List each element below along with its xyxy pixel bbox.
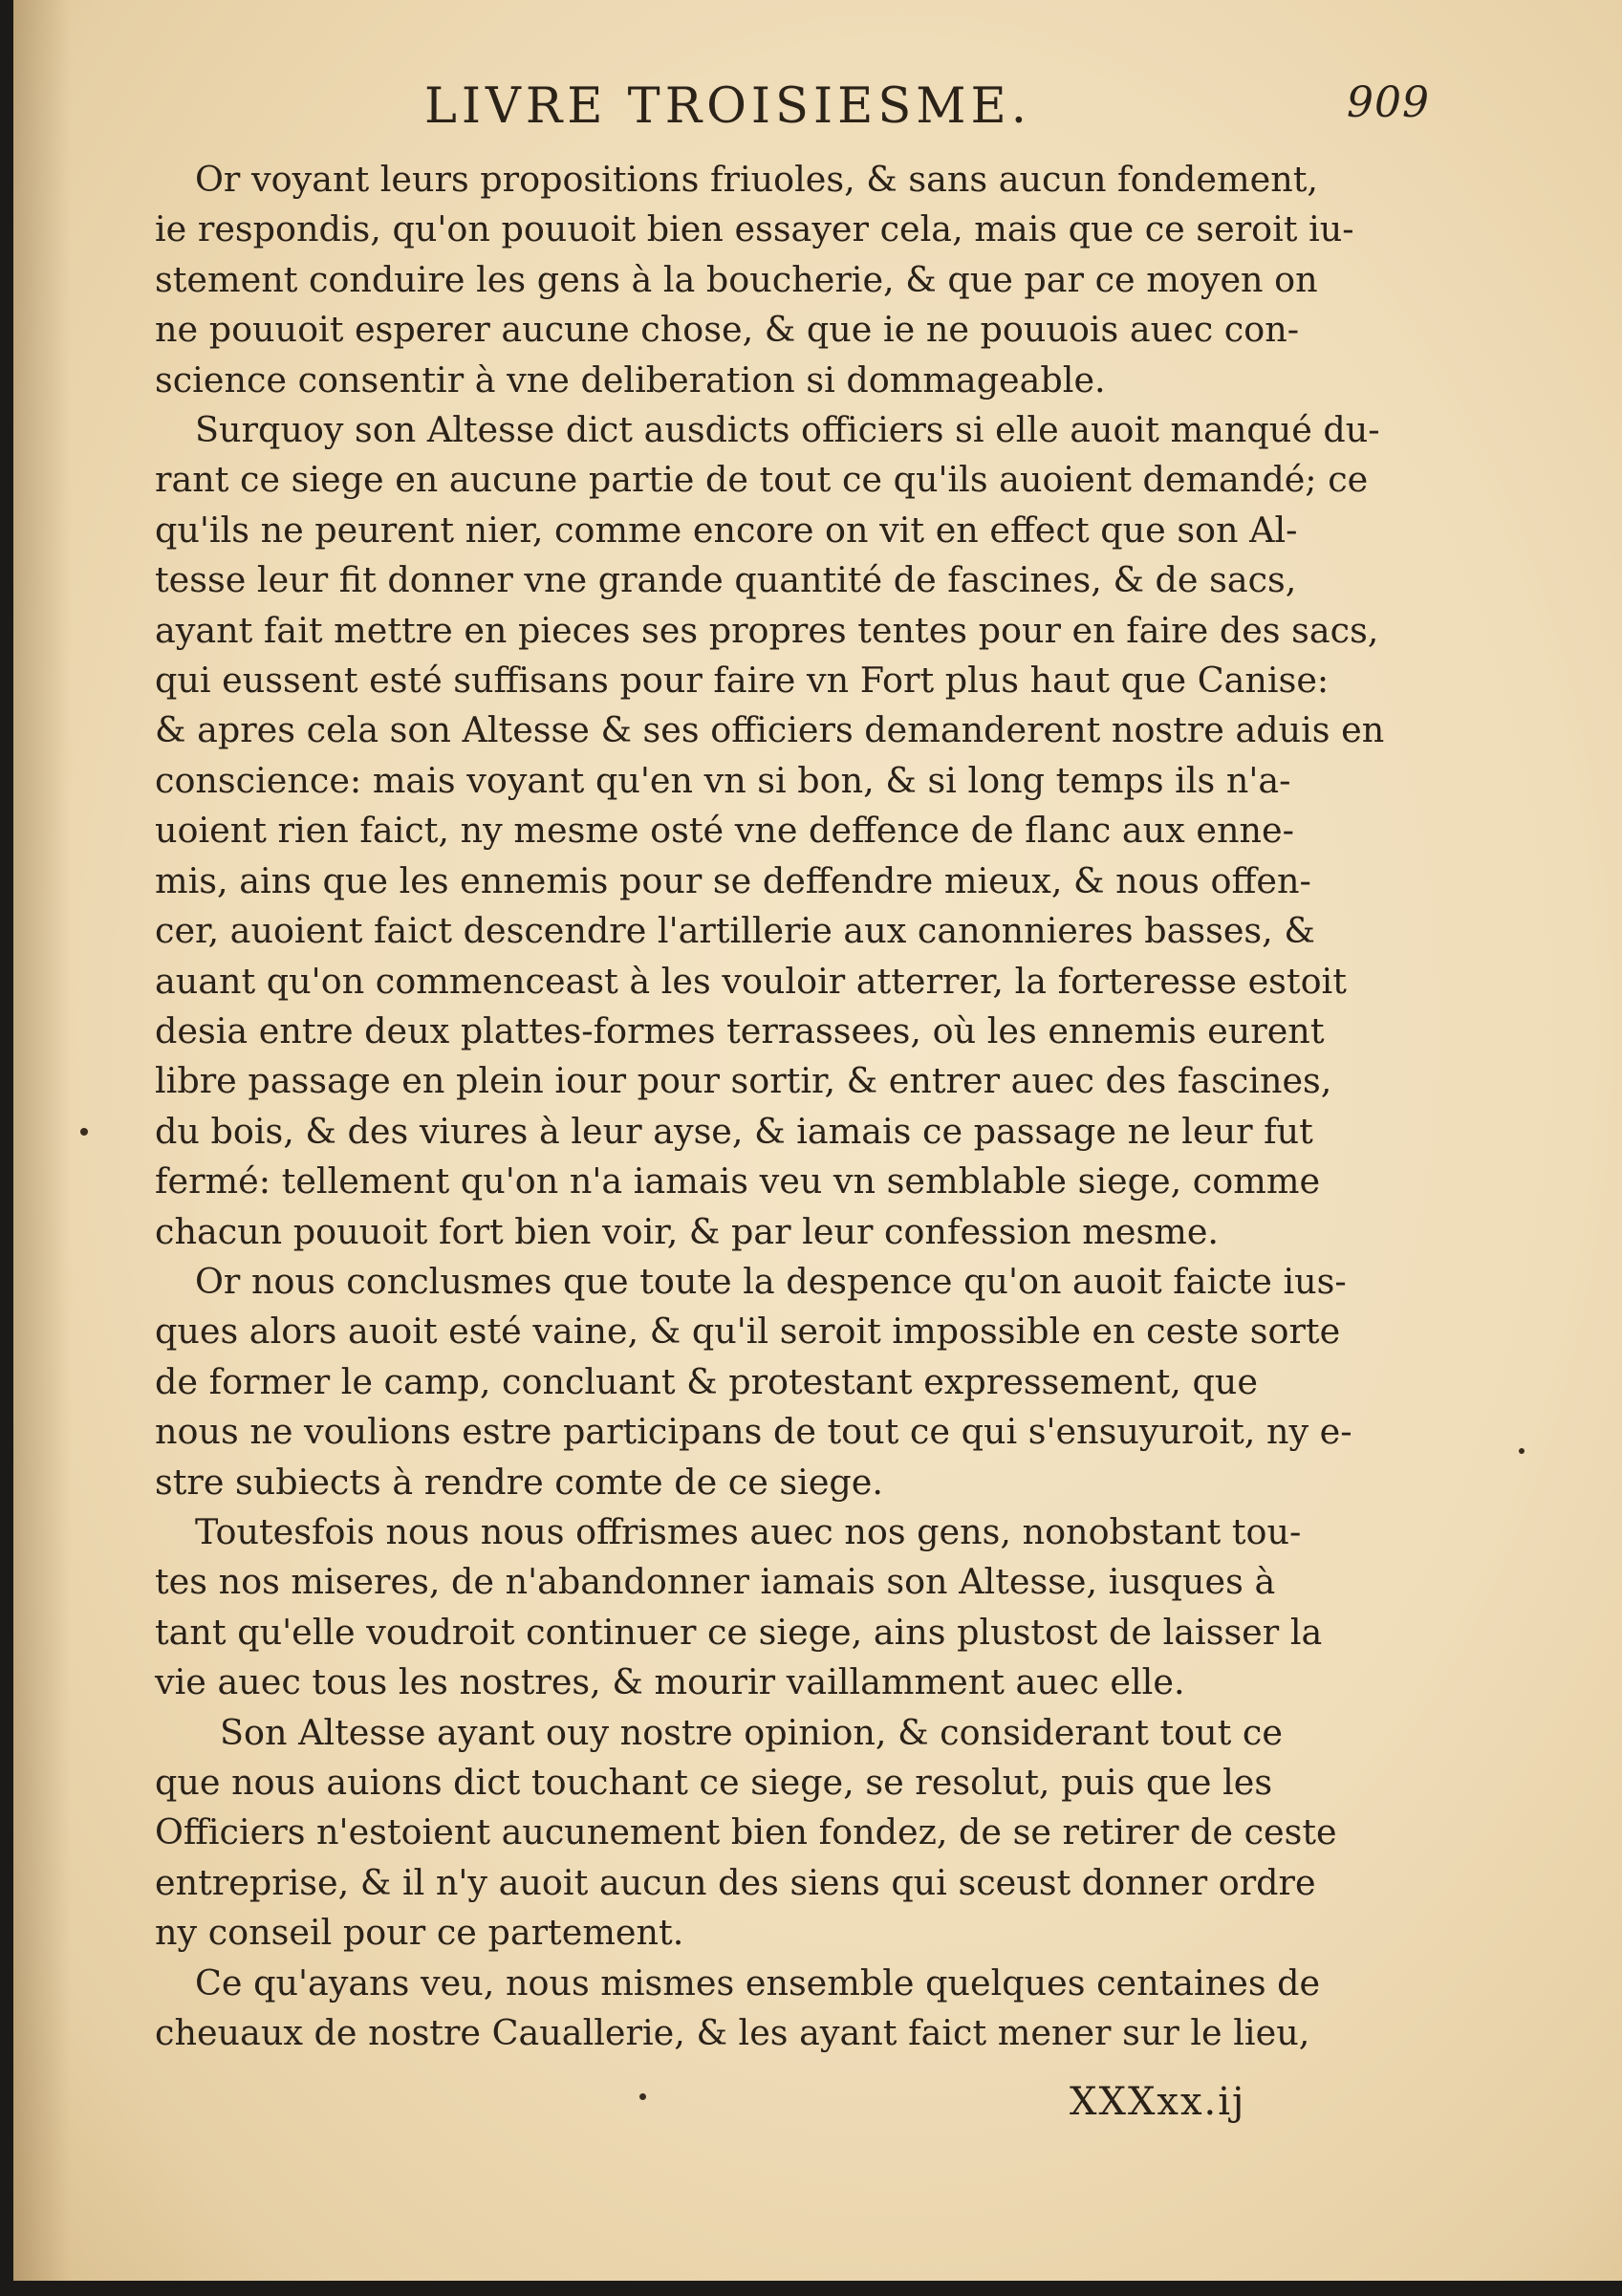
ink-speck [1519, 1448, 1525, 1454]
book-page [13, 0, 1622, 2281]
page-number: 909 [1347, 78, 1430, 127]
paragraph-6: Ce qu'ayans veu, nous mismes ensemble quelques centaines de cheuaux de nostre Cauallerie, & les ayant faict mener sur le lieu, [155, 1961, 1321, 2054]
paragraph-1: Or voyant leurs propositions friuoles, & sans aucun fondement, ie respondis, qu'on pouuoit bien essayer cela, mais que ce seroit iu- stement conduire les gens à la boucherie, & que par ce moyen on ne pouuoit esperer aucune chose, & que ie ne pouuois auec con- science consentir à vne deliberation si dommageable. [155, 159, 1354, 401]
paragraph-3: Or nous conclusmes que toute la despence qu'on auoit faicte ius- ques alors auoit esté vaine, & qu'il seroit impossible en ceste sorte de former le camp, concluant & protestant expressement, que nous ne voulions estre participans de tout ce qui s'ensuyuroit, ny e- stre subiects à rendre comte de ce siege. [155, 1260, 1352, 1503]
gutter-shadow [13, 0, 71, 2281]
paragraph-5: Son Altesse ayant ouy nostre opinion, & considerant tout ce que nous auions dict touchant ce siege, se resolut, puis que les Officiers n'estoient aucunement bien fondez, de se retirer de ceste entreprise, & il n'y auoit aucun des siens qui sceust donner ordre ny conseil pour ce partement. [155, 1711, 1337, 1954]
running-head: LIVRE TROISIESME. [424, 78, 1031, 135]
signature-mark: XXXxx.ij [1070, 2080, 1246, 2124]
ink-speck [80, 1128, 88, 1136]
paragraph-4: Toutesfois nous nous offrismes auec nos gens, nonobstant tou- tes nos miseres, de n'abandonner iamais son Altesse, iusques à tant qu'elle voudroit continuer ce siege, ains plustost de laisser la vie auec tous les nostres, & mourir vaillamment auec elle. [155, 1510, 1323, 1703]
ink-speck [639, 2093, 646, 2100]
paragraph-2: Surquoy son Altesse dict ausdicts officiers si elle auoit manqué du- rant ce siege en aucune partie de tout ce qu'ils auoient demandé; ce qu'ils ne peurent nier, comme encore on vit en effect que son Al- tesse leur fit donner vne grande quantité de fascines, & de sacs, ayant fait mettre en pieces ses propres tentes pour en faire des sacs, qui eussent esté suffisans pour faire vn Fort plus haut que Canise: & apres cela son Altesse & ses officiers demanderent nostre aduis en conscience: mais voyant qu'en vn si bon, & si long temps ils n'a- uoient rien faict, ny mesme osté vne deffence de flanc aux enne- mis, ains que les ennemis pour se deffendre mieux, & nous offen- cer, auoient faict descendre l'artillerie aux canonnieres basses, & auant qu'on commenceast à les vouloir atterrer, la forteresse estoit desia entre deux plattes-formes terrassees, où les ennemis eurent libre passage en plein iour pour sortir, & entrer auec des fascines, du bois, & des viures à leur ayse, & iamais ce passage ne leur fut fermé: tellement qu'on n'a iamais veu vn semblable siege, comme chacun pouuoit fort bien voir, & par leur confession mesme. [155, 409, 1385, 1252]
page-header [13, 78, 1622, 145]
body-text [155, 155, 1428, 2058]
